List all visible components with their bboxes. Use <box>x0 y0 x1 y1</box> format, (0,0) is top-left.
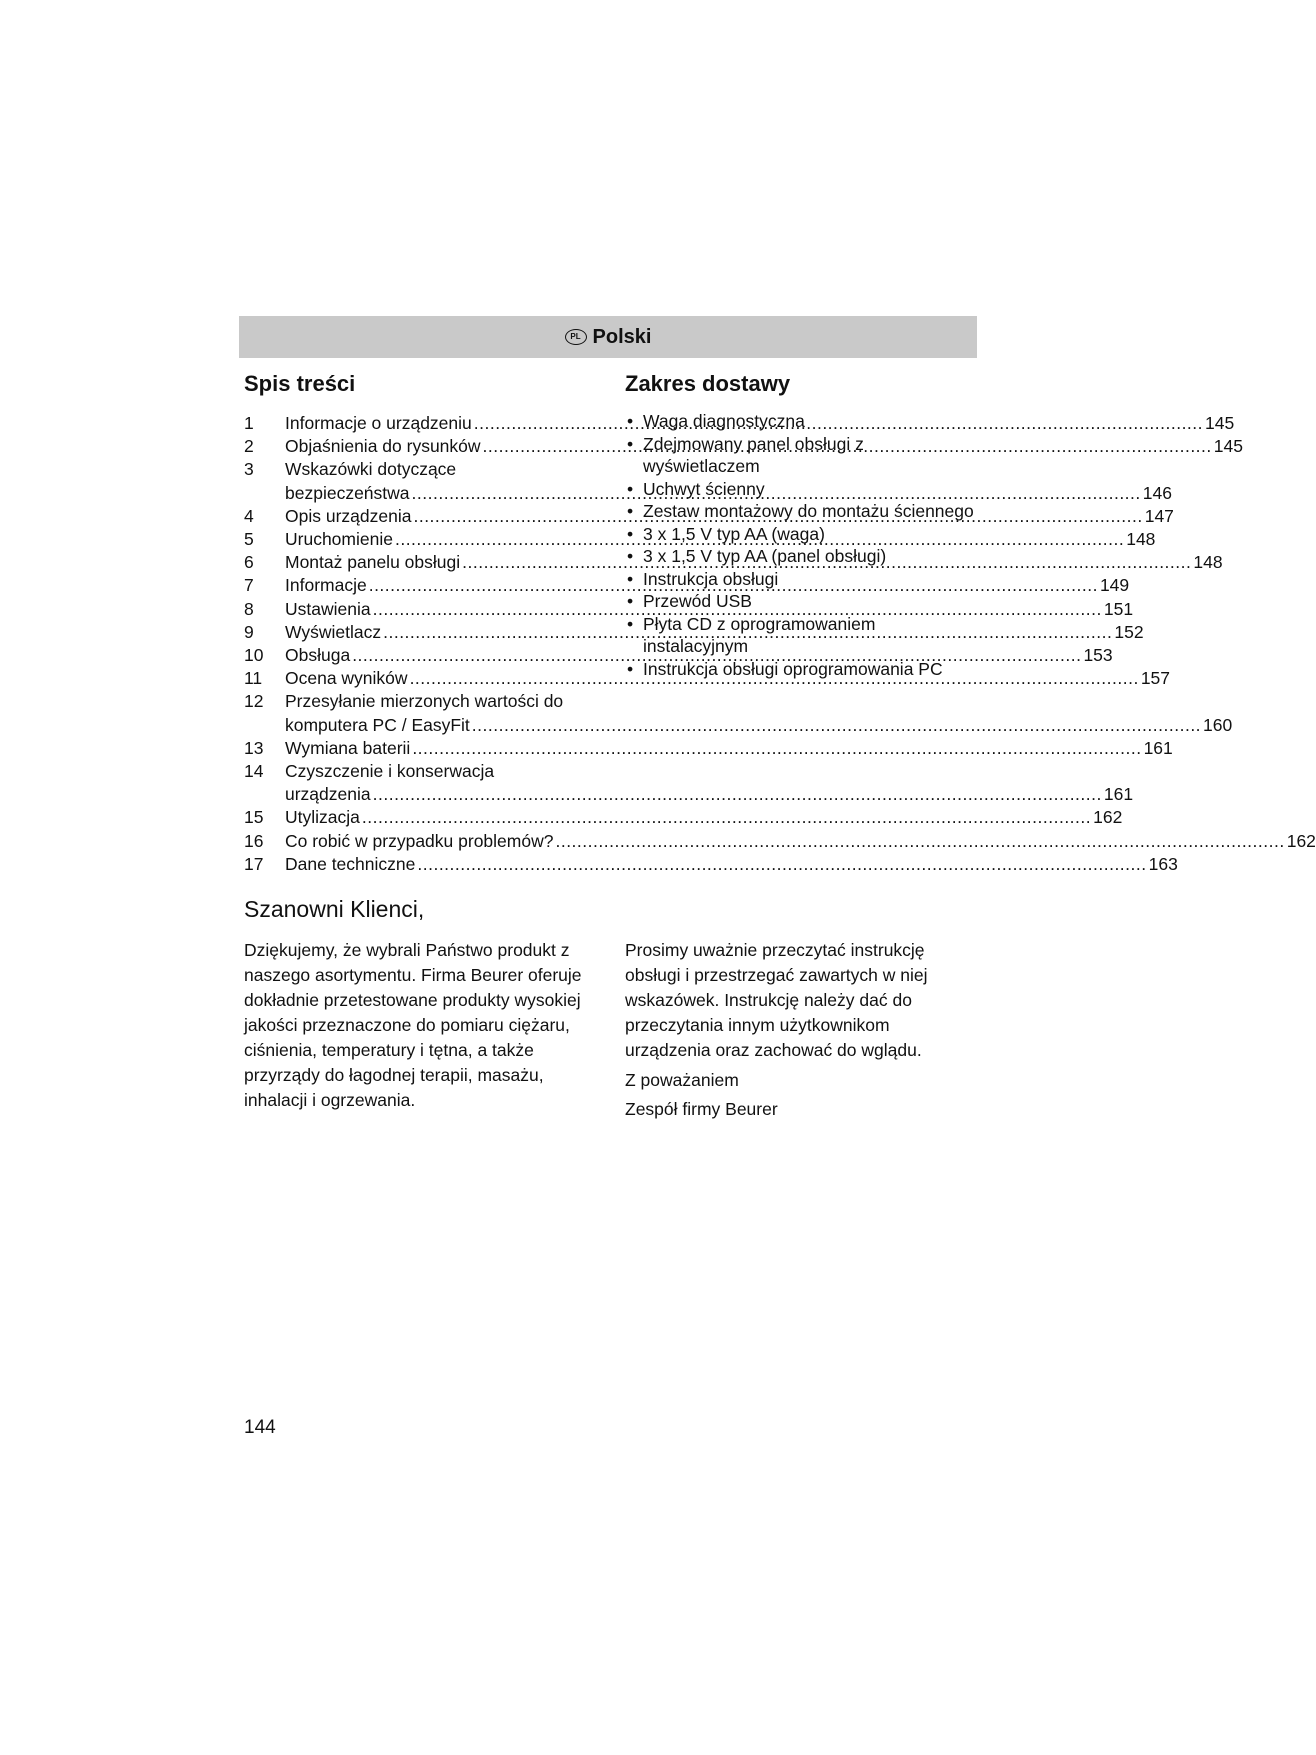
toc-item-page: 162 <box>1286 830 1316 851</box>
toc-item-title-line: Przesyłanie mierzonych wartości do <box>285 691 564 712</box>
toc-item-title: Obsługa <box>285 645 351 666</box>
toc-item-page: 162 <box>1093 807 1123 828</box>
toc-item-number: 11 <box>244 668 263 689</box>
toc-item-title: Montaż panelu obsługi <box>285 552 461 573</box>
delivery-item: • Waga diagnostyczna <box>625 410 975 433</box>
toc-item-number: 1 <box>244 413 254 433</box>
toc-item-number: 17 <box>244 853 264 874</box>
language-badge-icon: PL <box>565 329 587 345</box>
toc-item-body <box>285 853 1178 876</box>
toc-item <box>244 760 1134 806</box>
toc-item-title: Utylizacja <box>285 807 360 828</box>
toc-item-line <box>285 714 1232 737</box>
toc-item-page: 148 <box>1193 552 1223 573</box>
toc-item <box>244 644 1113 667</box>
toc-dot-leader <box>417 853 1146 876</box>
toc-item-body <box>285 830 1316 853</box>
toc-item-page: 163 <box>1148 853 1178 874</box>
toc-item <box>244 830 1316 853</box>
toc-item-body <box>285 760 1133 806</box>
letter-signature: Zespół firmy Beurer <box>625 1099 778 1119</box>
toc-item-page: 161 <box>1103 784 1134 805</box>
toc-item <box>244 853 1178 876</box>
toc-item-line <box>285 737 1173 760</box>
toc-item-title: Ustawienia <box>285 598 371 619</box>
toc-item-number: 8 <box>244 598 254 619</box>
toc-item-title: Wyświetlacz <box>285 621 382 642</box>
toc-item-body <box>285 737 1173 760</box>
delivery-item: • Płyta CD z oprogramowaniem instalacyjnym <box>625 613 975 658</box>
toc-item-page: 152 <box>1114 621 1144 642</box>
page-number: 144 <box>244 1417 276 1438</box>
letter-greeting: Szanowni Klienci, <box>244 896 425 922</box>
toc-item-number: 16 <box>244 830 264 851</box>
toc-item <box>244 806 1123 829</box>
toc-item-number: 3 <box>244 459 254 480</box>
delivery-heading: Zakres dostawy <box>625 371 791 396</box>
letter-paragraph-right: Prosimy uważnie przeczytać instrukcję obsługi i przestrzegać zawartych w niej wskazówek. Instrukcję należy dać do przeczytania innym użytkownikom urządzenia oraz zachować do wglądu. <box>625 940 928 1060</box>
toc-item-title: Uruchomienie <box>285 529 393 550</box>
toc-item-body <box>285 690 1232 736</box>
toc-item-number: 14 <box>244 761 264 782</box>
toc-item-title: Co robić w przypadku problemów? <box>285 830 554 851</box>
delivery-item: • Instrukcja obsługi oprogramowania PC <box>625 658 975 681</box>
language-label: Polski <box>592 325 652 348</box>
toc-item-title: Opis urządzenia <box>285 505 412 526</box>
toc-item-number: 9 <box>244 621 254 642</box>
toc-item-title-line: Wskazówki dotyczące <box>285 459 457 480</box>
delivery-item: • Instrukcja obsługi <box>625 568 975 591</box>
toc-item-page: 145 <box>1213 436 1243 457</box>
toc-item-number: 6 <box>244 552 254 573</box>
toc-item-title: Wymiana baterii <box>285 737 411 758</box>
toc-item-number: 13 <box>244 737 264 758</box>
delivery-item: • Uchwyt ścienny <box>625 478 975 501</box>
toc-item-number: 12 <box>244 691 264 712</box>
toc-item-title: Ocena wyników <box>285 668 408 689</box>
toc-dot-leader <box>472 714 1201 737</box>
toc-item-title: komputera PC / EasyFit <box>285 714 470 735</box>
toc-dot-leader <box>373 783 1102 806</box>
toc-item-number: 10 <box>244 645 264 666</box>
toc-item-page: 160 <box>1203 714 1233 735</box>
toc-item-title-line: Czyszczenie i konserwacja <box>285 761 495 782</box>
toc-item-page: 147 <box>1144 505 1174 526</box>
delivery-item: • 3 x 1,5 V typ AA (panel obsługi) <box>625 545 975 568</box>
toc-item-number: 4 <box>244 505 254 526</box>
delivery-list <box>625 410 975 680</box>
letter-paragraph-left: Dziękujemy, że wybrali Państwo produkt z naszego asortymentu. Firma Beurer oferuje dokładnie przetestowane produkty wysokiej jakości przeznaczone do pomiaru ciężaru, ciśnienia, temperatury i tętna, a także przyrządy do łagodnej terapii, masażu, inhalacji i ogrzewania. <box>244 940 582 1110</box>
toc-dot-leader <box>555 830 1284 853</box>
delivery-item: • Przewód USB <box>625 590 975 613</box>
toc-item-number: 2 <box>244 436 254 457</box>
language-header-bar <box>239 316 977 358</box>
toc-item-number: 15 <box>244 807 264 828</box>
toc-item-body <box>285 806 1122 829</box>
toc-item-title: urządzenia <box>285 784 371 805</box>
toc-item <box>244 737 1173 760</box>
toc-item-line <box>285 806 1122 829</box>
letter-closing: Z poważaniem <box>625 1070 739 1090</box>
toc-dot-leader <box>412 737 1141 760</box>
toc-item-line <box>285 783 1133 806</box>
toc-item-title: Informacje o urządzeniu <box>285 413 472 433</box>
toc-item-title: Dane techniczne <box>285 853 416 874</box>
delivery-item: • 3 x 1,5 V typ AA (waga) <box>625 523 975 546</box>
toc-item-page: 157 <box>1140 668 1171 689</box>
toc-item-page: 148 <box>1126 529 1156 550</box>
delivery-item: • Zdejmowany panel obsługi z wyświetlaczem <box>625 433 975 478</box>
toc-item-page: 145 <box>1205 413 1235 433</box>
toc-item <box>244 690 1233 736</box>
delivery-item: • Zestaw montażowy do montażu ściennego <box>625 500 975 523</box>
toc-item-number: 7 <box>244 575 254 596</box>
toc-item-title: Informacje <box>285 575 367 596</box>
toc-item-title: bezpieczeństwa <box>285 482 410 503</box>
toc-item-page: 146 <box>1142 482 1172 503</box>
toc-item-page: 151 <box>1103 598 1134 619</box>
toc-item-line <box>285 853 1178 876</box>
toc-item-title: Objaśnienia do rysunków <box>285 436 481 457</box>
toc-item-page: 149 <box>1099 575 1130 596</box>
toc-heading: Spis treści <box>244 371 356 396</box>
toc-dot-leader <box>362 806 1091 829</box>
toc-item-line <box>285 830 1316 853</box>
toc-item-number: 5 <box>244 529 254 550</box>
toc-item-page: 153 <box>1083 645 1113 666</box>
toc-item-page: 161 <box>1143 737 1173 758</box>
